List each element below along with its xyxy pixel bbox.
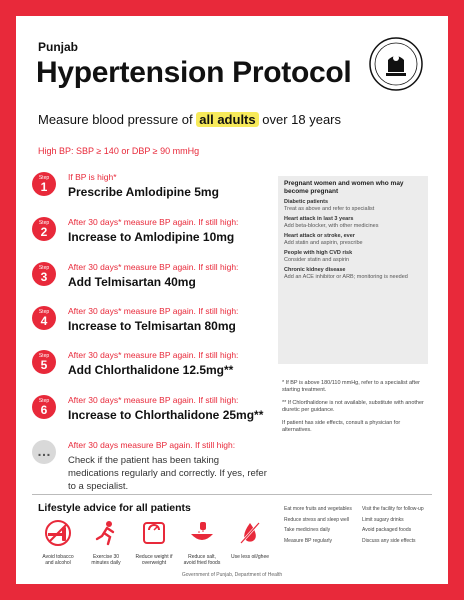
panel-section: Heart attack or stroke, ever Add statin and aspirin, prescribe bbox=[284, 233, 363, 246]
exercise-icon bbox=[92, 519, 120, 547]
step-action: Increase to Telmisartan 80mg bbox=[68, 319, 236, 333]
step-action: Add Chlorthalidone 12.5mg** bbox=[68, 363, 234, 377]
government-seal-icon bbox=[368, 36, 424, 92]
footnote: ** If Chlorthalidone is not available, substitute with another diuretic per guidance. bbox=[282, 400, 424, 413]
footer-text: Government of Punjab, Department of Health bbox=[181, 572, 283, 578]
step-badge: Step 5 bbox=[32, 350, 56, 374]
ellipsis-badge: … bbox=[32, 440, 56, 464]
lifestyle-icons bbox=[38, 519, 278, 569]
section-divider bbox=[32, 494, 432, 495]
lifestyle-notes-col: Eat more fruits and vegetables Reduce stress and sleep well Take medicines daily Measure BP regularly bbox=[284, 506, 352, 544]
lifestyle-item: Avoid tobacco and alcohol bbox=[38, 519, 78, 565]
lifestyle-item: Use less oil/ghee bbox=[230, 519, 270, 565]
panel-heading: Pregnant women and women who may become pregnant bbox=[284, 180, 404, 195]
step-badge: Step 6 bbox=[32, 395, 56, 419]
step-condition: After 30 days* measure BP again. If still high: bbox=[68, 350, 239, 360]
region-label: Punjab bbox=[38, 40, 79, 54]
lifestyle-title: Lifestyle advice for all patients bbox=[38, 502, 191, 514]
subtitle-highlight: all adults bbox=[196, 112, 258, 127]
step-action: Increase to Chlorthalidone 25mg** bbox=[68, 408, 264, 422]
weight-scale-icon bbox=[140, 519, 168, 547]
step-action: Prescribe Amlodipine 5mg bbox=[68, 185, 219, 199]
panel-section: People with high CVD risk Consider statin and aspirin bbox=[284, 250, 353, 263]
footnote: If patient has side effects, consult a physician for alternatives. bbox=[282, 420, 401, 433]
no-smoking-alcohol-icon bbox=[44, 519, 72, 547]
step-condition: After 30 days* measure BP again. If still high: bbox=[68, 217, 239, 227]
step-condition: After 30 days* measure BP again. If still high: bbox=[68, 262, 239, 272]
footnote: * If BP is above 180/110 mmHg, refer to a specialist after starting treatment. bbox=[282, 380, 420, 393]
panel-section: Diabetic patients Treat as above and refer to specialist bbox=[284, 199, 375, 212]
lifestyle-notes-col: Visit the facility for follow-up Limit sugary drinks Avoid packaged foods Discuss any side effects bbox=[362, 506, 424, 544]
step-condition: After 30 days measure BP again. If still high: bbox=[68, 440, 236, 450]
lifestyle-item: Reduce weight if overweight bbox=[134, 519, 174, 565]
salt-icon bbox=[188, 519, 216, 547]
lifestyle-item: Exercise 30 minutes daily bbox=[86, 519, 126, 565]
step-badge: Step 1 bbox=[32, 172, 56, 196]
final-step-text: Check if the patient has been taking medications regularly and correctly. If yes, refer to a specialist. bbox=[68, 455, 267, 492]
no-oil-icon bbox=[236, 519, 264, 547]
protocol-poster bbox=[16, 16, 448, 584]
lifestyle-item: Reduce salt, avoid fried foods bbox=[182, 519, 222, 565]
step-action: Increase to Amlodipine 10mg bbox=[68, 230, 235, 244]
high-bp-definition: High BP: SBP ≥ 140 or DBP ≥ 90 mmHg bbox=[38, 146, 200, 156]
step-badge: Step 3 bbox=[32, 262, 56, 286]
footnotes bbox=[282, 380, 428, 440]
step-condition: After 30 days* measure BP again. If still high: bbox=[68, 395, 239, 405]
special-populations-panel bbox=[278, 176, 428, 364]
panel-section: Heart attack in last 3 years Add beta-blocker, with other medicines bbox=[284, 216, 379, 229]
step-condition: After 30 days* measure BP again. If still high: bbox=[68, 306, 239, 316]
panel-section: Chronic kidney disease Add an ACE inhibitor or ARB; monitoring is needed bbox=[284, 267, 408, 280]
page-title: Hypertension Protocol bbox=[36, 56, 352, 89]
step-badge: Step 2 bbox=[32, 217, 56, 241]
subtitle: Measure blood pressure of all adults over 18 years bbox=[38, 112, 341, 127]
step-badge: Step 4 bbox=[32, 306, 56, 330]
step-condition: If BP is high* bbox=[68, 172, 117, 182]
step-action: Add Telmisartan 40mg bbox=[68, 275, 196, 289]
